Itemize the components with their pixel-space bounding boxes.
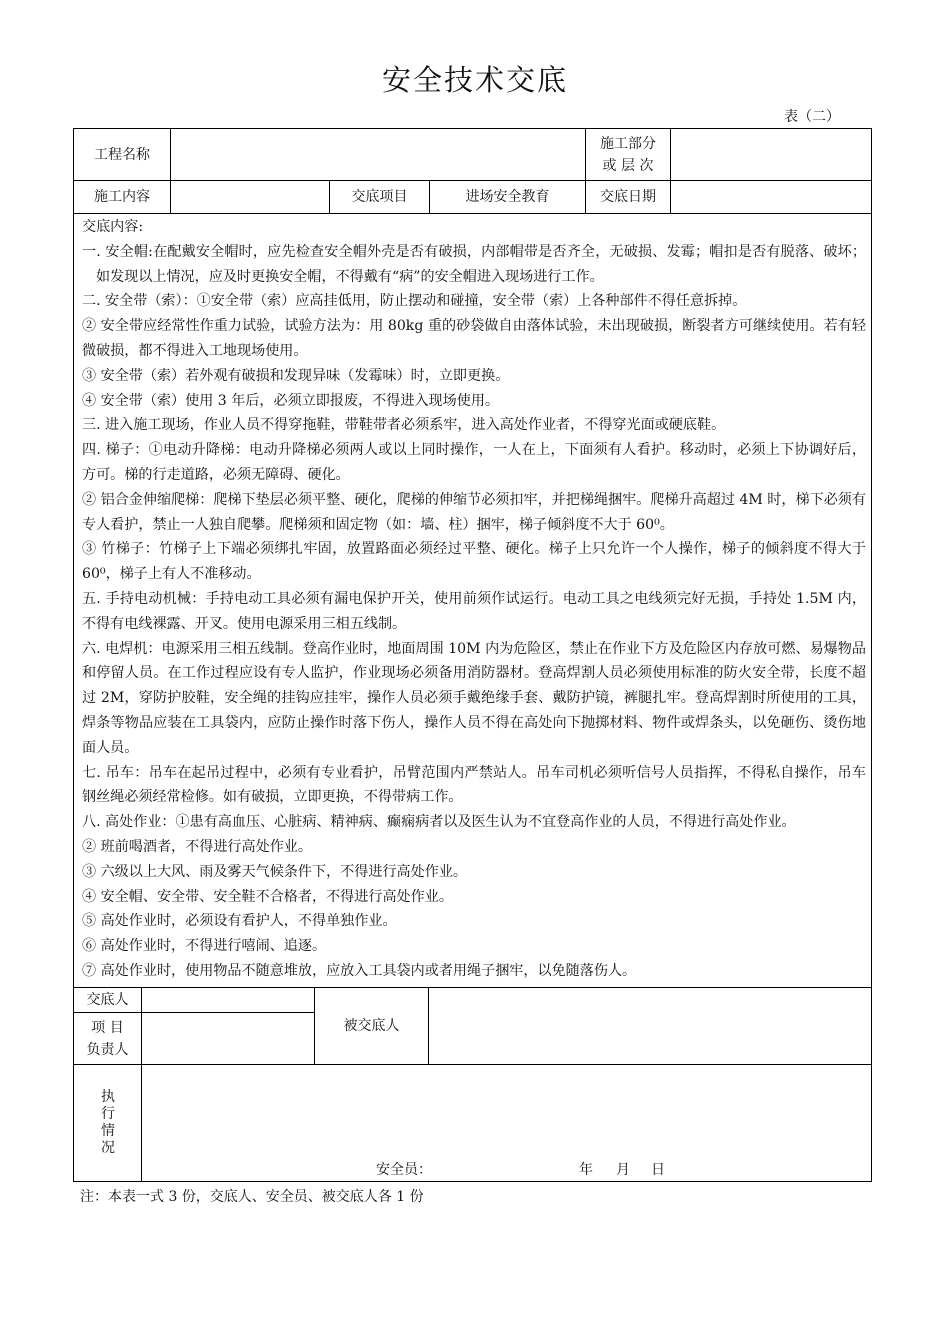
exec-label-char: 执	[101, 1089, 115, 1105]
content-paragraph: 八. 高处作业：①患有高血压、心脏病、精神病、癫痫病者以及医生认为不宜登高作业的人员，不得进行高处作业。	[82, 814, 796, 831]
discloser-label: 交底人	[86, 992, 129, 1008]
row-divider	[74, 987, 871, 988]
construction-content-label: 施工内容	[94, 189, 150, 205]
exec-label-char: 情	[101, 1123, 115, 1139]
content-paragraph: 四. 梯子：①电动升降梯：电动升降梯必须两人或以上同时操作，一人在上，下面须有人看护。移动时，必须上下协调好后，方可。梯的行走道路，必须无障碍、硬化。	[82, 442, 866, 483]
content-paragraph: ⑤ 高处作业时，必须设有看护人，不得单独作业。	[82, 913, 397, 930]
disclosure-content	[82, 215, 866, 984]
row-divider	[74, 213, 871, 214]
construction-part-value	[671, 129, 871, 180]
date-year-label: 年	[579, 1162, 593, 1178]
footnote: 注：本表一式 3 份，交底人、安全员、被交底人各 1 份	[80, 1189, 424, 1205]
content-paragraph: 一. 安全帽:在配戴安全帽时，应先检查安全帽外壳是否有破损，内部帽带是否齐全，无破损、发霉；帽扣是否有脱落、破坏；如发现以上情况，应及时更换安全帽，不得戴有“病”的安全帽进入现场进行工作。	[82, 243, 866, 285]
disclosure-form-table	[73, 128, 872, 1182]
recipient-label: 被交底人	[343, 1018, 400, 1034]
content-paragraph: ③ 六级以上大风、雨及雾天气候条件下，不得进行高处作业。	[82, 863, 468, 880]
content-paragraph: 七. 吊车：吊车在起吊过程中，必须有专业看护，吊臂范围内严禁站人。吊车司机必须听信号人员指挥，不得私自操作，吊车钢丝绳必须经常检修。如有破损，立即更换，不得带病工作。	[82, 764, 866, 806]
date-month-label: 月	[616, 1162, 630, 1178]
content-paragraph: ③ 安全带（索）若外观有破损和发现异味（发霉味）时，立即更换。	[82, 367, 510, 384]
content-paragraph: 六. 电焊机：电源采用三相五线制。登高作业时，地面周围 10M 内为危险区，禁止在作业下方及危险区内存放可燃、易爆物品和停留人员。在工作过程应设有专人监护，作业现场必须备用消防器材。登高焊割人员必须使用标准的防火安全带，长度不超过 2M，穿防护胶鞋，安全绳的挂钩应挂牢，操作人员必须手戴绝缘手套、戴防护镜，裤腿扎牢。登高焊割时所使用的工具，焊条等物品应装在工具袋内，应防止操作时落下伤人，操作人员不得在高处向下抛掷材料、物件或焊条头，以免砸伤、烫伤地面人员。	[82, 640, 866, 756]
construction-content-value	[171, 181, 329, 213]
document-title: 安全技术交底	[381, 63, 568, 97]
disclosure-item-label: 交底项目	[351, 189, 408, 205]
content-paragraph: 三. 进入施工现场，作业人员不得穿拖鞋，带鞋带者必须系牢，进入高处作业者，不得穿光面或硬底鞋。	[82, 417, 726, 434]
content-paragraph: ② 安全带应经常性作重力试验，试验方法为：用 80kg 重的砂袋做自由落体试验，未出现破损，断裂者方可继续使用。若有轻微破损，都不得进入工地现场使用。	[82, 318, 866, 359]
project-lead-label	[74, 1013, 141, 1064]
form-number: 表（二）	[784, 109, 840, 125]
project-name-label: 工程名称	[94, 146, 150, 163]
project-lead-label-line2: 负责人	[86, 1041, 129, 1058]
content-paragraph: 五. 手持电动机械：手持电动工具必须有漏电保护开关，使用前须作试运行。电动工具之电线须完好无损，手持处 1.5M 内，不得有电线裸露、开叉。使用电源采用三相五线制。	[82, 590, 866, 632]
content-paragraph: ② 铝合金伸缩爬梯：爬梯下垫层必须平整、硬化，爬梯的伸缩节必须扣牢，并把梯绳捆牢。爬梯升高超过 4M 时，梯下必须有专人看护，禁止一人独自爬攀。爬梯须和固定物（如：墙、柱）捆牢，梯子倾斜度不大于 60⁰。	[82, 491, 866, 533]
col-divider	[141, 987, 142, 1182]
disclosure-date-value	[671, 181, 871, 213]
content-paragraph: ② 班前喝酒者，不得进行高处作业。	[82, 838, 312, 855]
safety-officer-label: 安全员：	[376, 1162, 432, 1178]
row-divider	[74, 1064, 871, 1065]
content-paragraph: ⑦ 高处作业时，使用物品不随意堆放，应放入工具袋内或者用绳子捆牢，以免随落伤人。	[82, 962, 637, 979]
content-heading: 交底内容:	[82, 219, 144, 235]
col-divider	[428, 987, 429, 1064]
content-paragraph: ④ 安全带（索）使用 3 年后，必须立即报废，不得进入现场使用。	[82, 392, 500, 409]
disclosure-item-value: 进场安全教育	[465, 189, 550, 205]
execution-status-label	[88, 1089, 128, 1157]
content-paragraph: ⑥ 高处作业时，不得进行嘻闹、追逐。	[82, 938, 327, 955]
exec-label-char: 行	[101, 1106, 115, 1122]
project-name-value	[171, 129, 585, 180]
exec-label-char: 况	[101, 1140, 115, 1156]
content-paragraph: 二. 安全带（索）：①安全带（索）应高挂低用，防止摆动和碰撞，安全带（索）上各种部件不得任意拆掉。	[82, 293, 747, 310]
project-lead-label-line1: 项 目	[91, 1019, 124, 1036]
disclosure-date-label: 交底日期	[600, 189, 656, 205]
construction-part-label: 施工部分或 层 次	[600, 135, 656, 174]
date-day-label: 日	[651, 1162, 665, 1178]
content-paragraph: ④ 安全帽、安全带、安全鞋不合格者，不得进行高处作业。	[82, 888, 453, 905]
content-paragraph: ③ 竹梯子：竹梯子上下端必须绑扎牢固，放置路面必须经过平整、硬化。梯子上只允许一个人操作，梯子的倾斜度不得大于 60⁰，梯子上有人不准移动。	[82, 541, 866, 583]
